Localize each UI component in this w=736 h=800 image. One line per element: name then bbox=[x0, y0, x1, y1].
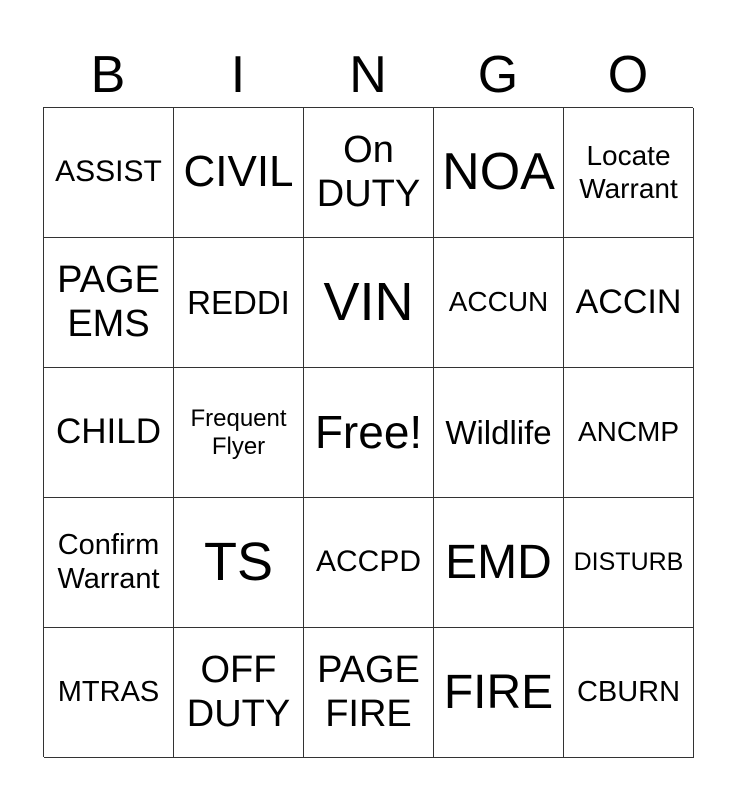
bingo-cell-n-2[interactable] bbox=[304, 238, 434, 368]
cell-label: TS bbox=[203, 532, 273, 593]
bingo-cell-g-3[interactable] bbox=[434, 368, 564, 498]
bingo-cell-g-5[interactable] bbox=[434, 628, 564, 758]
bingo-cell-n-3[interactable] bbox=[304, 368, 434, 498]
bingo-cell-o-5[interactable] bbox=[564, 628, 694, 758]
bingo-cell-o-1[interactable] bbox=[564, 108, 694, 238]
cell-label: PAGE FIRE bbox=[317, 648, 420, 735]
cell-label: DISTURB bbox=[573, 548, 684, 577]
bingo-cell-g-2[interactable] bbox=[434, 238, 564, 368]
bingo-cell-o-4[interactable] bbox=[564, 498, 694, 628]
header-letter-b: B bbox=[90, 46, 126, 104]
cell-label: Wildlife bbox=[445, 413, 552, 451]
cell-label: VIN bbox=[323, 272, 414, 333]
cell-label: NOA bbox=[442, 142, 555, 201]
bingo-cell-b-4[interactable] bbox=[44, 498, 174, 628]
cell-label: ACCPD bbox=[315, 545, 421, 579]
cell-label: OFF DUTY bbox=[186, 648, 291, 735]
bingo-cell-o-2[interactable] bbox=[564, 238, 694, 368]
header-letter-n: N bbox=[349, 46, 387, 104]
cell-label: REDDI bbox=[187, 283, 290, 321]
cell-label: CHILD bbox=[55, 412, 162, 452]
bingo-cell-b-3[interactable] bbox=[44, 368, 174, 498]
header-letter-i: I bbox=[230, 46, 246, 104]
bingo-cell-b-2[interactable] bbox=[44, 238, 174, 368]
bingo-cell-i-1[interactable] bbox=[174, 108, 304, 238]
cell-label: CIVIL bbox=[183, 147, 294, 197]
cell-label: MTRAS bbox=[57, 675, 160, 708]
bingo-board bbox=[43, 107, 693, 757]
cell-label: Free! bbox=[314, 406, 423, 459]
cell-label: ASSIST bbox=[55, 155, 162, 189]
bingo-cell-o-3[interactable] bbox=[564, 368, 694, 498]
cell-label: Confirm Warrant bbox=[57, 529, 160, 595]
header-letter-g: G bbox=[477, 46, 519, 104]
bingo-cell-n-5[interactable] bbox=[304, 628, 434, 758]
cell-label: FIRE bbox=[443, 665, 554, 719]
cell-label: Frequent Flyer bbox=[190, 404, 287, 460]
bingo-cell-n-1[interactable] bbox=[304, 108, 434, 238]
cell-label: On DUTY bbox=[316, 128, 421, 215]
bingo-cell-g-4[interactable] bbox=[434, 498, 564, 628]
bingo-cell-g-1[interactable] bbox=[434, 108, 564, 238]
header-letter-o: O bbox=[607, 46, 649, 104]
cell-label: EMD bbox=[445, 535, 552, 589]
cell-label: CBURN bbox=[576, 675, 681, 708]
bingo-cell-i-5[interactable] bbox=[174, 628, 304, 758]
bingo-cell-b-5[interactable] bbox=[44, 628, 174, 758]
bingo-cell-n-4[interactable] bbox=[304, 498, 434, 628]
cell-label: Locate Warrant bbox=[579, 140, 678, 204]
bingo-cell-i-2[interactable] bbox=[174, 238, 304, 368]
cell-label: ACCUN bbox=[448, 286, 549, 318]
cell-label: ANCMP bbox=[577, 416, 680, 448]
bingo-cell-i-4[interactable] bbox=[174, 498, 304, 628]
cell-label: PAGE EMS bbox=[57, 258, 160, 345]
cell-label: ACCIN bbox=[575, 282, 682, 321]
bingo-cell-i-3[interactable] bbox=[174, 368, 304, 498]
bingo-header bbox=[43, 42, 693, 108]
bingo-cell-b-1[interactable] bbox=[44, 108, 174, 238]
